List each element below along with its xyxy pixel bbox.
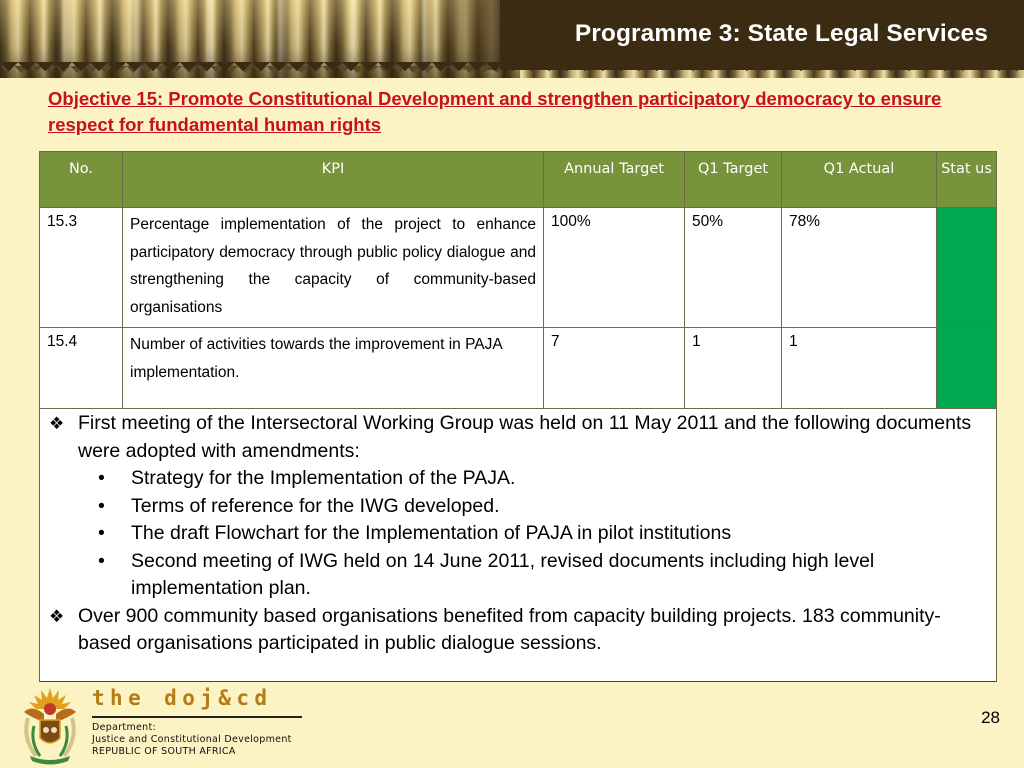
dot-bullet-icon: •: [98, 494, 105, 517]
cell-no: 15.3: [40, 208, 123, 328]
diamond-bullet-icon: ❖: [49, 606, 65, 626]
diamond-bullet-icon: ❖: [49, 414, 65, 433]
dot-bullet-icon: •: [98, 467, 105, 489]
cell-status-indicator: [937, 328, 997, 409]
slide-title: Programme 3: State Legal Services: [574, 20, 988, 47]
header-no: No.: [40, 152, 123, 208]
header-annual-target: Annual Target: [544, 152, 685, 208]
header-zigzag-border: [0, 62, 1024, 80]
dot-bullet-icon: •: [98, 522, 105, 544]
progress-notes: [39, 408, 997, 682]
cell-q1-target: 50%: [685, 208, 782, 328]
note-sub-point: [40, 520, 976, 548]
note-sub-text: Terms of reference for the IWG developed.: [131, 494, 500, 517]
note-sub-point: [40, 493, 976, 521]
cell-annual-target: 100%: [544, 208, 685, 328]
cell-q1-target: 1: [685, 328, 782, 409]
note-text: First meeting of the Intersectoral Working Group was held on 11 May 2011 and the following documents were adopted with amendments:: [78, 412, 972, 462]
cell-kpi: Number of activities towards the improvement in PAJA implementation.: [123, 328, 544, 409]
cell-q1-actual: 1: [782, 328, 937, 409]
note-sub-text: Strategy for the Implementation of the PAJA.: [131, 467, 516, 489]
header-q1-actual: Q1 Actual: [782, 152, 937, 208]
note-point: [40, 603, 976, 658]
kpi-table: [39, 151, 997, 409]
table-row: [40, 208, 997, 328]
table-header-row: [40, 152, 997, 208]
country-name: REPUBLIC OF SOUTH AFRICA: [92, 746, 236, 757]
brand-divider: [92, 716, 302, 718]
dot-bullet-icon: •: [98, 549, 105, 572]
department-fullname: Justice and Constitutional Development: [92, 734, 292, 745]
note-sub-point: [40, 465, 976, 493]
brand-logotype: the doj&cd: [92, 686, 273, 710]
coat-of-arms-icon: [14, 682, 86, 766]
note-text: Over 900 community based organisations benefited from capacity building projects. 183 community-based organisations participated in public dialogue sessions.: [78, 604, 941, 654]
department-name: [92, 722, 292, 758]
note-sub-text: The draft Flowchart for the Implementation of PAJA in pilot institutions: [131, 522, 732, 544]
note-point: [40, 410, 976, 465]
department-label: Department:: [92, 722, 156, 733]
header-kpi: KPI: [123, 152, 544, 208]
header-status: Stat us: [937, 152, 997, 208]
note-sub-point: [40, 548, 976, 603]
header-q1-target: Q1 Target: [685, 152, 782, 208]
cell-annual-target: 7: [544, 328, 685, 409]
table-row: [40, 328, 997, 409]
cell-no: 15.4: [40, 328, 123, 409]
cell-q1-actual: 78%: [782, 208, 937, 328]
cell-status-indicator: [937, 208, 997, 328]
note-sub-text: Second meeting of IWG held on 14 June 2011, revised documents including high level implementation plan.: [131, 549, 875, 599]
page-number: 28: [981, 708, 1000, 727]
cell-kpi: Percentage implementation of the project to enhance participatory democracy through public policy dialogue and strengthening the capacity of community-based organisations: [123, 208, 544, 328]
objective-heading: Objective 15: Promote Constitutional Development and strengthen participatory democracy to ensure respect for fundamental human rights: [48, 88, 942, 135]
